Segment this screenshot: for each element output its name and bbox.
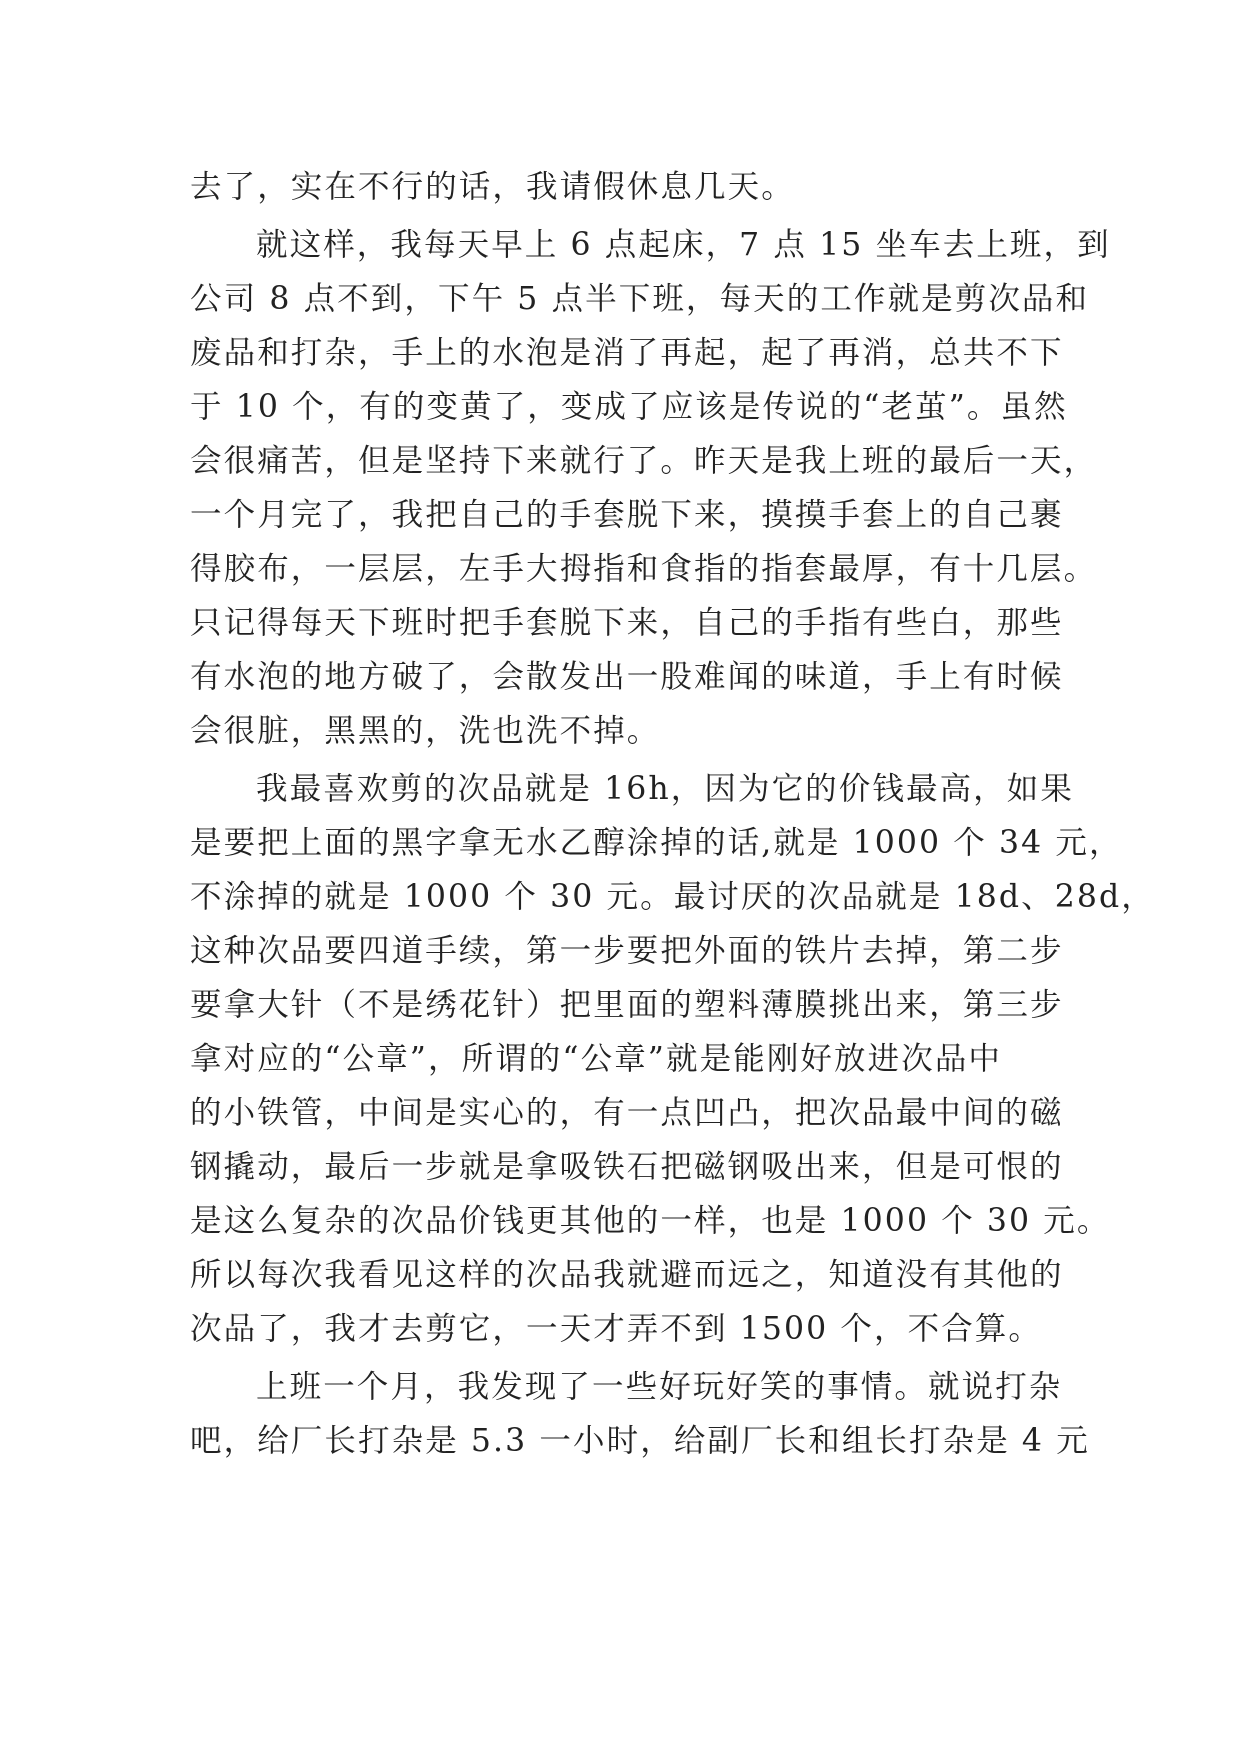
paragraph-start-line: 上班一个月，我发现了一些好玩好笑的事情。就说打杂 xyxy=(256,1369,1063,1405)
text-line-16: 要拿大针（不是绣花针）把里面的塑料薄膜挑出来，第三步 xyxy=(190,987,1064,1023)
text-line-18: 的小铁管，中间是实心的，有一点凹凸，把次品最中间的磁 xyxy=(190,1095,1064,1131)
text-line-21: 所以每次我看见这样的次品我就避而远之，知道没有其他的 xyxy=(190,1257,1064,1293)
paragraph-start-line: 我最喜欢剪的次品就是 16h，因为它的价钱最高，如果 xyxy=(256,771,1074,807)
text-line-19: 钢撬动，最后一步就是拿吸铁石把磁钢吸出来，但是可恨的 xyxy=(190,1149,1064,1185)
text-line-15: 这种次品要四道手续，第一步要把外面的铁片去掉，第二步 xyxy=(190,933,1064,969)
text-line-1: 去了，实在不行的话，我请假休息几天。 xyxy=(190,169,795,205)
text-line-4: 废品和打杂，手上的水泡是消了再起，起了再消，总共不下 xyxy=(190,335,1064,371)
body-text xyxy=(190,160,1155,1468)
text-line-10: 有水泡的地方破了，会散发出一股难闻的味道，手上有时候 xyxy=(190,659,1064,695)
text-line-14: 不涂掉的就是 1000 个 30 元。最讨厌的次品就是 18d、28d， xyxy=(190,879,1155,915)
text-line-9: 只记得每天下班时把手套脱下来，自己的手指有些白，那些 xyxy=(190,605,1064,641)
text-line-7: 一个月完了，我把自己的手套脱下来，摸摸手套上的自己裹 xyxy=(190,497,1064,533)
text-line-20: 是这么复杂的次品价钱更其他的一样，也是 1000 个 30 元。 xyxy=(190,1203,1111,1239)
paragraph-start-line: 就这样，我每天早上 6 点起床，7 点 15 坐车去上班，到 xyxy=(256,227,1111,263)
text-line-8: 得胶布，一层层，左手大拇指和食指的指套最厚，有十几层。 xyxy=(190,551,1098,587)
text-line-11: 会很脏，黑黑的，洗也洗不掉。 xyxy=(190,713,661,749)
text-line-17: 拿对应的“公章”，所谓的“公章”就是能刚好放进次品中 xyxy=(190,1041,1003,1077)
text-line-6: 会很痛苦，但是坚持下来就行了。昨天是我上班的最后一天， xyxy=(190,443,1098,479)
text-line-24: 吧，给厂长打杂是 5.3 一小时，给副厂长和组长打杂是 4 元 xyxy=(190,1423,1090,1459)
text-line-3: 公司 8 点不到，下午 5 点半下班，每天的工作就是剪次品和 xyxy=(190,281,1090,317)
text-line-13: 是要把上面的黑字拿无水乙醇涂掉的话,就是 1000 个 34 元， xyxy=(190,825,1123,861)
text-line-22: 次品了，我才去剪它，一天才弄不到 1500 个，不合算。 xyxy=(190,1311,1042,1347)
text-line-5: 于 10 个，有的变黄了，变成了应该是传说的“老茧”。虽然 xyxy=(190,389,1068,425)
